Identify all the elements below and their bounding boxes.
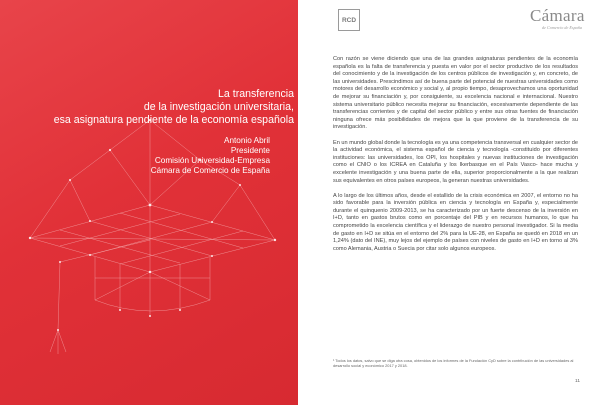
rcd-logo-text: RCD [341,16,357,24]
chapter-title [24,88,294,127]
author-name: Antonio Abril [224,136,270,145]
chapter-title-line: de la investigación universitaria, [143,101,294,113]
paragraph: A lo largo de los últimos años, desde el estallido de la crisis económica en 2007, el entorno no ha sido favorable para la inversión pública en ciencia y tecnología en España y, especialmente durante el quinquenio 2009-2013, se ha caracterizado por un fuerte descenso de la inversión en I+D, tanto en gastos brutos como en porcentaje del PIB y en recursos humanos, lo que ha comprometido la excelencia científica y el liderazgo de nuestro personal investigador. Si la media de gasto en I+D se sitúa en el entorno del 2% para la UE-28, en España se quedó en 2018 en un 1,24% (dato del INE), muy lejos del ejemplo de países con niveles de gasto en I+D en torno al 3% como Alemania, Austria o Suecia por citar solo algunos europeos. [333,192,578,252]
page-number: 11 [575,379,580,384]
text-page-right [298,0,600,405]
chapter-title-line: La transferencia [218,88,294,100]
cover-page-left [0,0,298,405]
footnote: ¹ Todos los datos, salvo que se diga otra cosa, obtenidos de los informes de la Fundación CyD sobre la contribución de las universidades al desarrollo social y económico 2017 y 2018. [333,358,574,369]
author-organization: Comisión Universidad-Empresa [154,156,270,165]
author-block [24,136,270,176]
paragraph: En un mundo global donde la tecnología es ya una competencia transversal en cualquier sector de la actividad económica, el sistema español de ciencia y tecnología -constituido por diferentes instituciones: las universidades, los OPI, los hospitales y nuevas instituciones de investigación como el CNIO o los ICREA en Cataluña y los Ikerbasque en el País Vasco- hace mucha y excelente investigación y una buena parte de ella, superior proporcionalmente a la que realizan sus equivalentes en otros países europeos, la generan nuestras universidades. [333,139,578,184]
camara-logo [530,6,596,38]
camara-logo-subtitle: de Comercio de España [542,25,582,30]
paragraph: Con razón se viene diciendo que una de las grandes asignaturas pendientes de la economía española es la falta de transferencia y puesta en valor por el sector productivo de los resultados del conocimiento y de la investigación de los centros públicos de investigación y, en concreto, de las universidades. Prescindimos así de buena parte del potencial de nuestras universidades como motores del desarrollo económico y social y, al propio tiempo, desaprovechamos una oportunidad de mejorar su financiación y, por consiguiente, su excelencia nacional e internacional. Nuestro sistema universitario público necesita mejorar su financiación, excesivamente dependiente de las transferencias corrientes y de capital del sector público y entre sus otras fuentes de financiación ninguna ofrece más posibilidades de mejora que la que proviene de la transferencia de su investigación. [333,56,578,131]
author-role: Presidente [230,146,270,155]
body-text [333,56,578,261]
camara-logo-name: Cámara [530,6,585,25]
chapter-title-line: esa asignatura pendiente de la economía española [53,114,294,126]
graduation-cap-network-icon [0,0,298,405]
rcd-logo [338,9,360,31]
author-institution: Cámara de Comercio de España [150,166,270,175]
